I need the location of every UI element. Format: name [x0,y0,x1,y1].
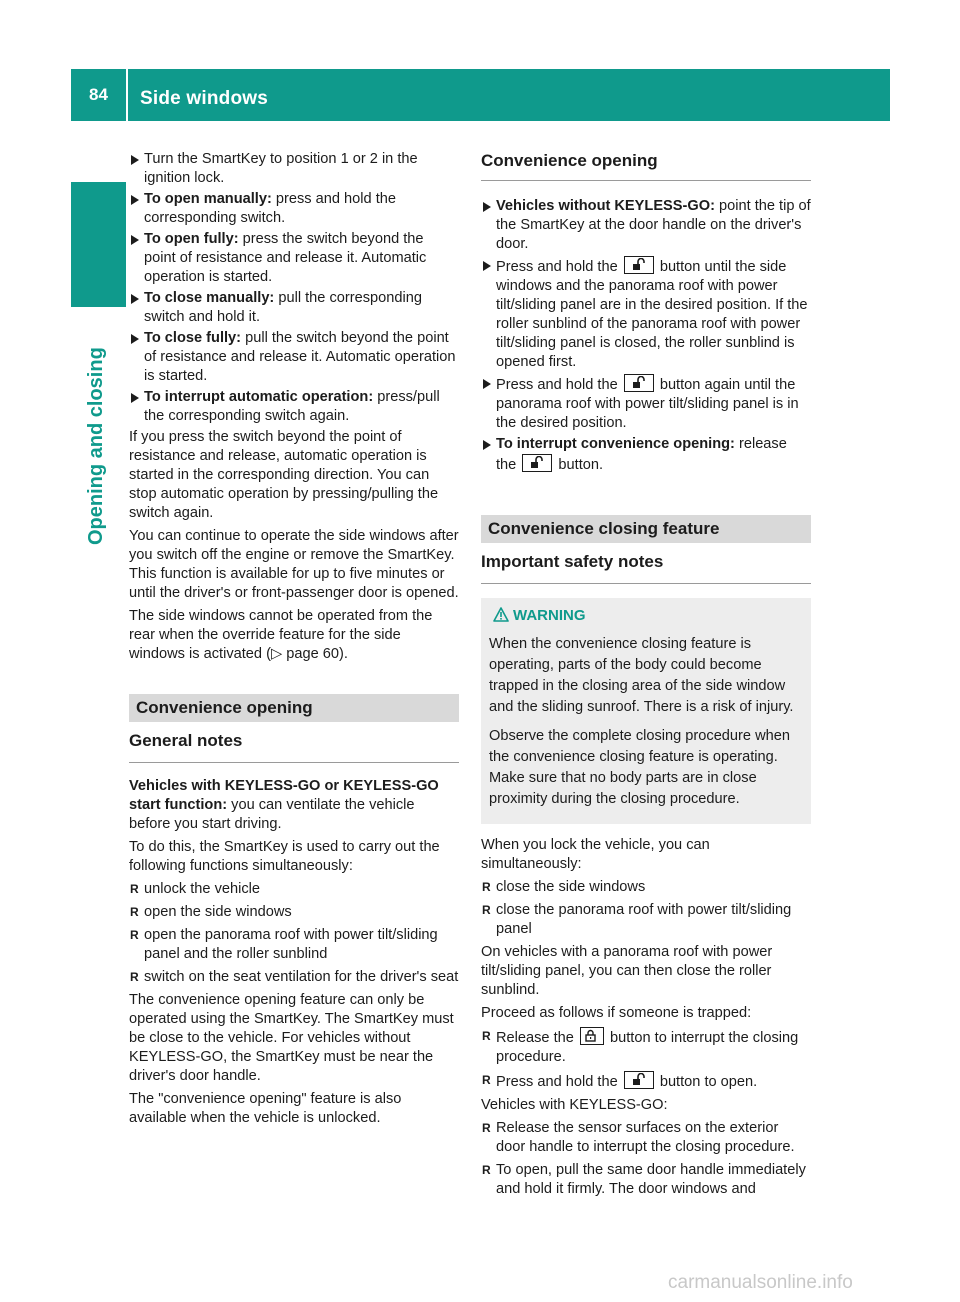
bullet-mark: R [130,970,139,984]
right-step-2-a: Press and hold the [496,259,618,275]
step-text: Turn the SmartKey to position 1 or 2 in the ignition lock. [144,151,418,186]
step-arrow-icon [483,202,491,212]
right-step-3-a: Press and hold the [496,377,618,393]
warning-box [481,598,811,824]
warning-paragraph-1: When the convenience closing feature is operating, parts of the body could become trapped in the closing area of the side window and the sliding sunroof. There is a risk of injury. [489,636,794,715]
side-label: Opening and closing [85,347,107,545]
left-para-4: To do this, the SmartKey is used to carry out the following functions simultaneously: [129,839,440,874]
step-bold: To close fully: [144,330,242,346]
left-intro-text: you can ventilate the vehicle before you start driving. [129,797,415,832]
right-step-3-b: button again until the panorama roof with power tilt/sliding panel is in the desired position. [496,377,799,431]
unlock-icon [624,1071,654,1089]
step-arrow-icon [483,440,491,450]
step-arrow-icon [131,155,139,165]
right-step-1-bold: Vehicles without KEYLESS-GO: [496,198,715,214]
left-para-2: You can continue to operate the side windows after you switch off the engine or remove the SmartKey. This function is available for up to five minutes or until the driver's or front-passenger door is opened. [129,528,459,601]
list-item-text: open the side windows [144,904,292,920]
step-arrow-icon [131,195,139,205]
warning-header [489,606,803,628]
left-step [129,329,459,386]
bullet-mark: R [482,1029,491,1043]
step-arrow-icon [483,261,491,271]
bullet-mark: R [130,882,139,896]
step-bold: To close manually: [144,290,275,306]
right-step-3 [481,374,811,433]
right-column [481,150,811,1203]
left-step [129,388,459,426]
left-para-6: The "convenience opening" feature is also available when the vehicle is unlocked. [129,1091,402,1126]
warning-paragraph-2: Observe the complete closing procedure when the convenience closing feature is operating. Make sure that no body parts are in close proximity during the closing procedure. [489,728,790,807]
list-item-text: open the panorama roof with power tilt/sliding panel and the roller sunblind [144,927,438,962]
right-para-3: Proceed as follows if someone is trapped: [481,1005,752,1021]
unlock-icon [624,256,654,274]
warning-title: WARNING [513,607,586,624]
step-text: pull the switch beyond the point of resistance and release it. Automatic operation is started. [144,330,456,384]
side-label-wrap [84,347,124,775]
left-para-1: If you press the switch beyond the point of resistance and release, automatic operation is started in the corresponding direction. You can stop automatic operation by pressing/pulling the switch again. [129,429,439,521]
list-item-text: close the side windows [496,879,646,895]
left-intro [129,777,459,834]
watermark: carmanualsonline.info [668,1272,853,1293]
section-title: Side windows [140,88,269,109]
step-bold: To interrupt automatic operation: [144,389,374,405]
list-item [481,1119,811,1157]
step-text: press the switch beyond the point of resistance and release it. Automatic operation is started. [144,231,427,285]
bullet-mark: R [482,1163,491,1177]
left-para-5: The convenience opening feature can only be operated using the SmartKey. The SmartKey must be close to the vehicle. For vehicles without KEYLESS-GO, the SmartKey must be near the driver's door handle. [129,992,454,1084]
list-item [481,1071,811,1092]
list-item-text: Release the sensor surfaces on the exterior door handle to interrupt the closing procedure. [496,1120,795,1155]
right-para-2: On vehicles with a panorama roof with power tilt/sliding panel, you can then close the roller sunblind. [481,944,773,998]
step-arrow-icon [131,334,139,344]
step-bold: To open fully: [144,231,239,247]
step-arrow-icon [131,393,139,403]
right-b3-b: button to open. [659,1074,758,1090]
left-step [129,190,459,228]
right-b3-a: Press and hold the [496,1074,618,1090]
left-step [129,150,459,188]
heading-convenience-opening: Convenience opening [129,694,459,722]
unlock-icon [522,454,552,472]
left-step [129,230,459,287]
list-item [481,878,811,897]
list-item [129,880,459,899]
bullet-mark: R [482,903,491,917]
step-arrow-icon [131,235,139,245]
step-text: pull the corresponding switch and hold it. [144,290,422,325]
right-b2-b: button to interrupt the closing procedure. [496,1030,799,1065]
lock-icon [580,1027,604,1045]
list-item-text: switch on the seat ventilation for the driver's seat [144,969,459,985]
bullet-mark: R [130,905,139,919]
warning-triangle-icon [493,607,509,628]
left-intro-bold: Vehicles with KEYLESS-GO or KEYLESS-GO start function: [129,778,439,813]
list-item [129,926,459,964]
right-step-2 [481,256,811,372]
left-step [129,289,459,327]
right-step-1 [481,197,811,254]
side-tab [71,182,126,307]
list-item [481,1161,811,1199]
step-arrow-icon [131,294,139,304]
right-step-4-bold: To interrupt convenience opening: [496,436,735,452]
step-text: press/pull the corresponding switch again. [144,389,440,424]
unlock-icon [624,374,654,392]
list-item-text: close the panorama roof with power tilt/sliding panel [496,902,792,937]
heading-important-safety-notes: Important safety notes [481,551,811,584]
list-item-text: unlock the vehicle [144,881,261,897]
step-arrow-icon [483,379,491,389]
step-text: press and hold the corresponding switch. [144,191,396,226]
bullet-mark: R [482,1121,491,1135]
right-para-1: When you lock the vehicle, you can simultaneously: [481,837,710,872]
list-item [481,901,811,939]
list-item [129,903,459,922]
step-bold: To open manually: [144,191,272,207]
list-item [481,1027,811,1067]
right-step-2-b: button until the side windows and the panorama roof with power tilt/sliding panel are in the desired position. If the roller sunblind of the panorama roof with power tilt/sliding panel is closed, the roller sunblind is opened first. [496,259,808,370]
left-column [129,150,459,1132]
right-step-4-b: button. [558,457,604,473]
page-number: 84 [89,85,108,104]
bullet-mark: R [130,928,139,942]
list-item-text: To open, pull the same door handle immediately and hold it firmly. The door windows and [496,1162,806,1197]
header-divider [126,69,128,121]
right-step-4 [481,435,811,475]
right-step-1-text: point the tip of the SmartKey at the door handle on the driver's door. [496,198,811,252]
list-item [129,968,459,987]
bullet-mark: R [482,880,491,894]
heading-convenience-closing: Convenience closing feature [481,515,811,543]
right-step-4-a: release the [496,436,787,473]
bullet-mark: R [482,1073,491,1087]
right-para-4: Vehicles with KEYLESS-GO: [481,1097,668,1113]
right-b2-a: Release the [496,1030,574,1046]
heading-general-notes: General notes [129,730,459,763]
heading-convenience-opening-right: Convenience opening [481,150,811,181]
left-para-3: The side windows cannot be operated from the rear when the override feature for the side windows is activated (▷ page 60). [129,608,433,662]
